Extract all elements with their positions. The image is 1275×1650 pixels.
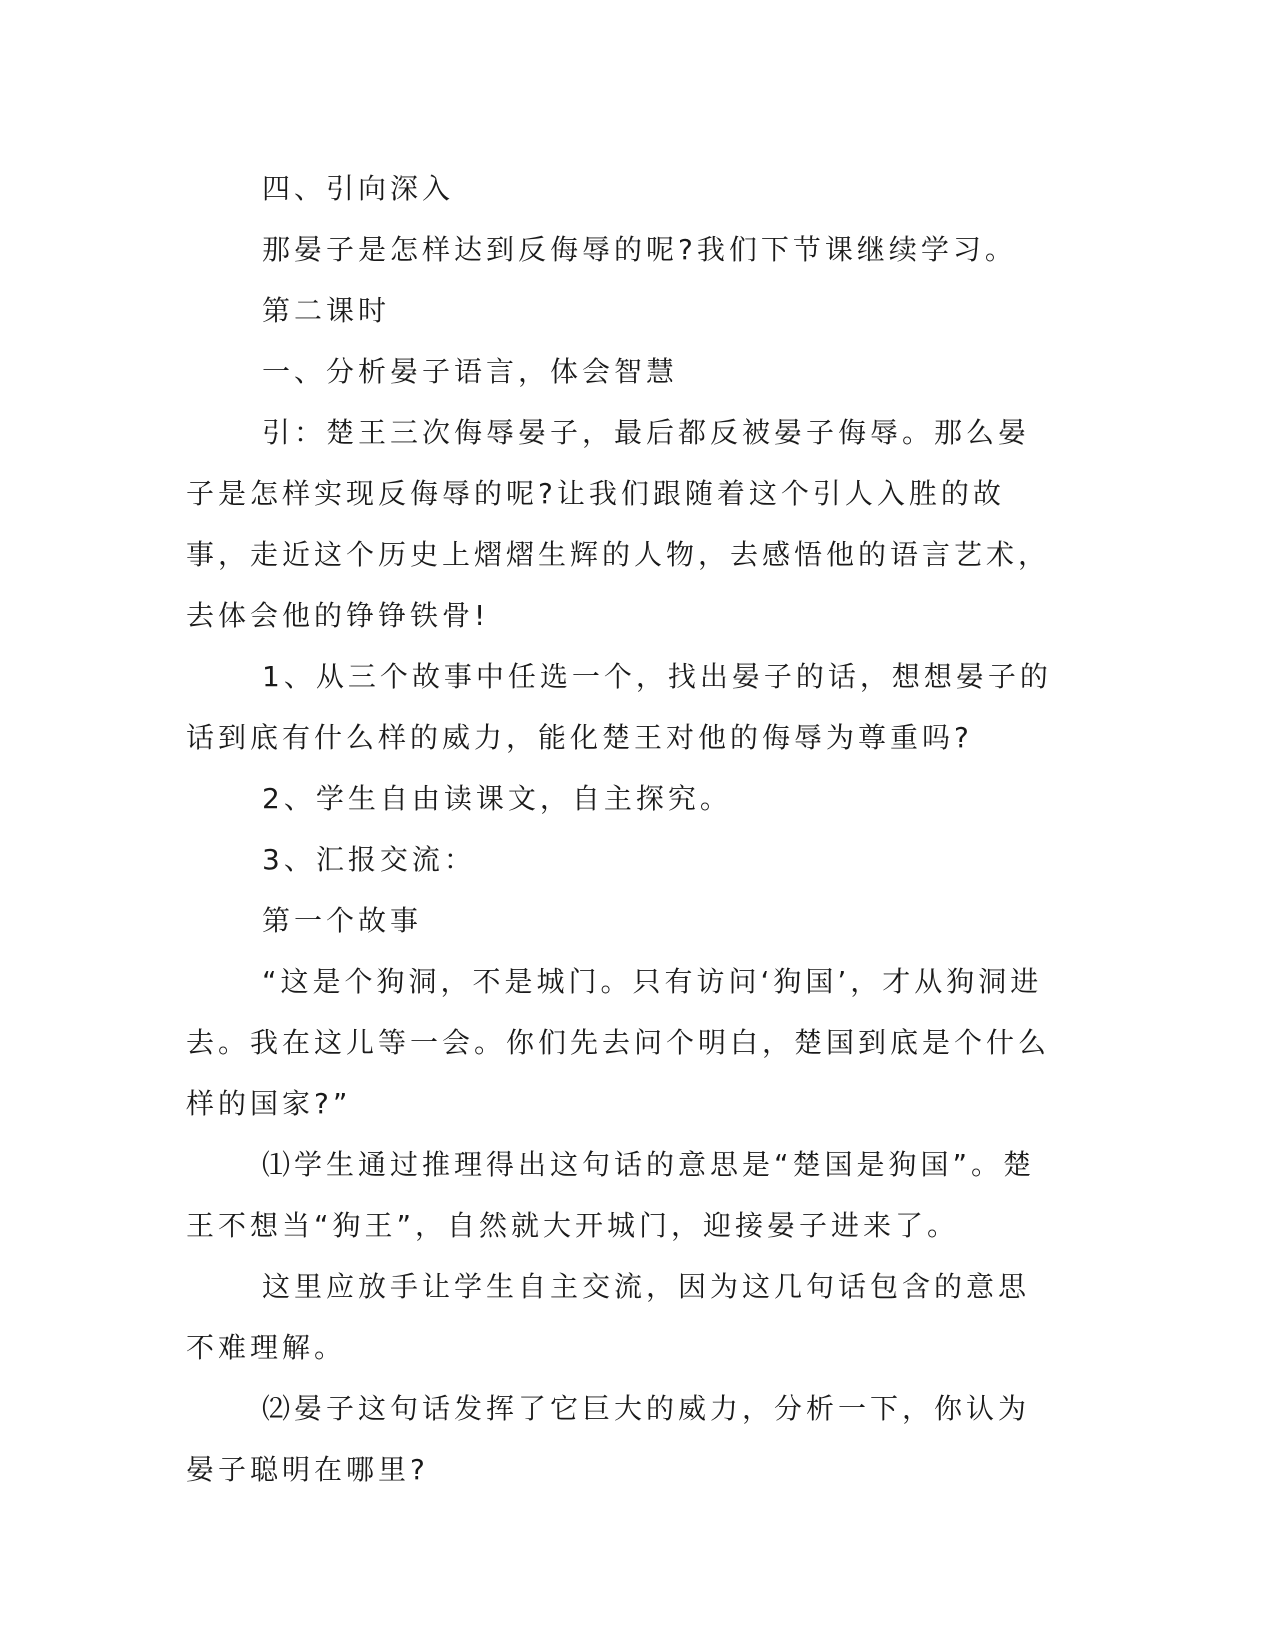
- section-heading-4: 四、引向深入: [262, 172, 455, 205]
- paragraph: ⑴学生通过推理得出这句话的意思是“楚国是狗国”。楚王不想当“狗王”，自然就大开城门，迎接晏子进来了。: [186, 1148, 1036, 1242]
- story-heading: 第一个故事: [262, 904, 423, 937]
- list-item: 3、汇报交流：: [262, 843, 476, 876]
- paragraph: 那晏子是怎样达到反侮辱的呢?我们下节课继续学习。: [262, 233, 1017, 266]
- document-body: [186, 158, 1061, 1500]
- section-heading-1: 一、分析晏子语言，体会智慧: [262, 355, 679, 388]
- lesson-heading: 第二课时: [262, 294, 391, 327]
- paragraph: 引：楚王三次侮辱晏子，最后都反被晏子侮辱。那么晏子是怎样实现反侮辱的呢?让我们跟随着这个引人入胜的故事，走近这个历史上熠熠生辉的人物，去感悟他的语言艺术，去体会他的铮铮铁骨!: [186, 416, 1051, 632]
- list-item: 2、学生自由读课文，自主探究。: [262, 782, 732, 815]
- list-item: 1、从三个故事中任选一个，找出晏子的话，想想晏子的话到底有什么样的威力，能化楚王对他的侮辱为尊重吗?: [186, 660, 1052, 754]
- paragraph: 这里应放手让学生自主交流，因为这几句话包含的意思不难理解。: [186, 1270, 1031, 1364]
- quote-paragraph: “这是个狗洞，不是城门。只有访问‘狗国’，才从狗洞进去。我在这儿等一会。你们先去问个明白，楚国到底是个什么样的国家?”: [186, 965, 1051, 1120]
- paragraph: ⑵晏子这句话发挥了它巨大的威力，分析一下，你认为晏子聪明在哪里?: [186, 1392, 1031, 1486]
